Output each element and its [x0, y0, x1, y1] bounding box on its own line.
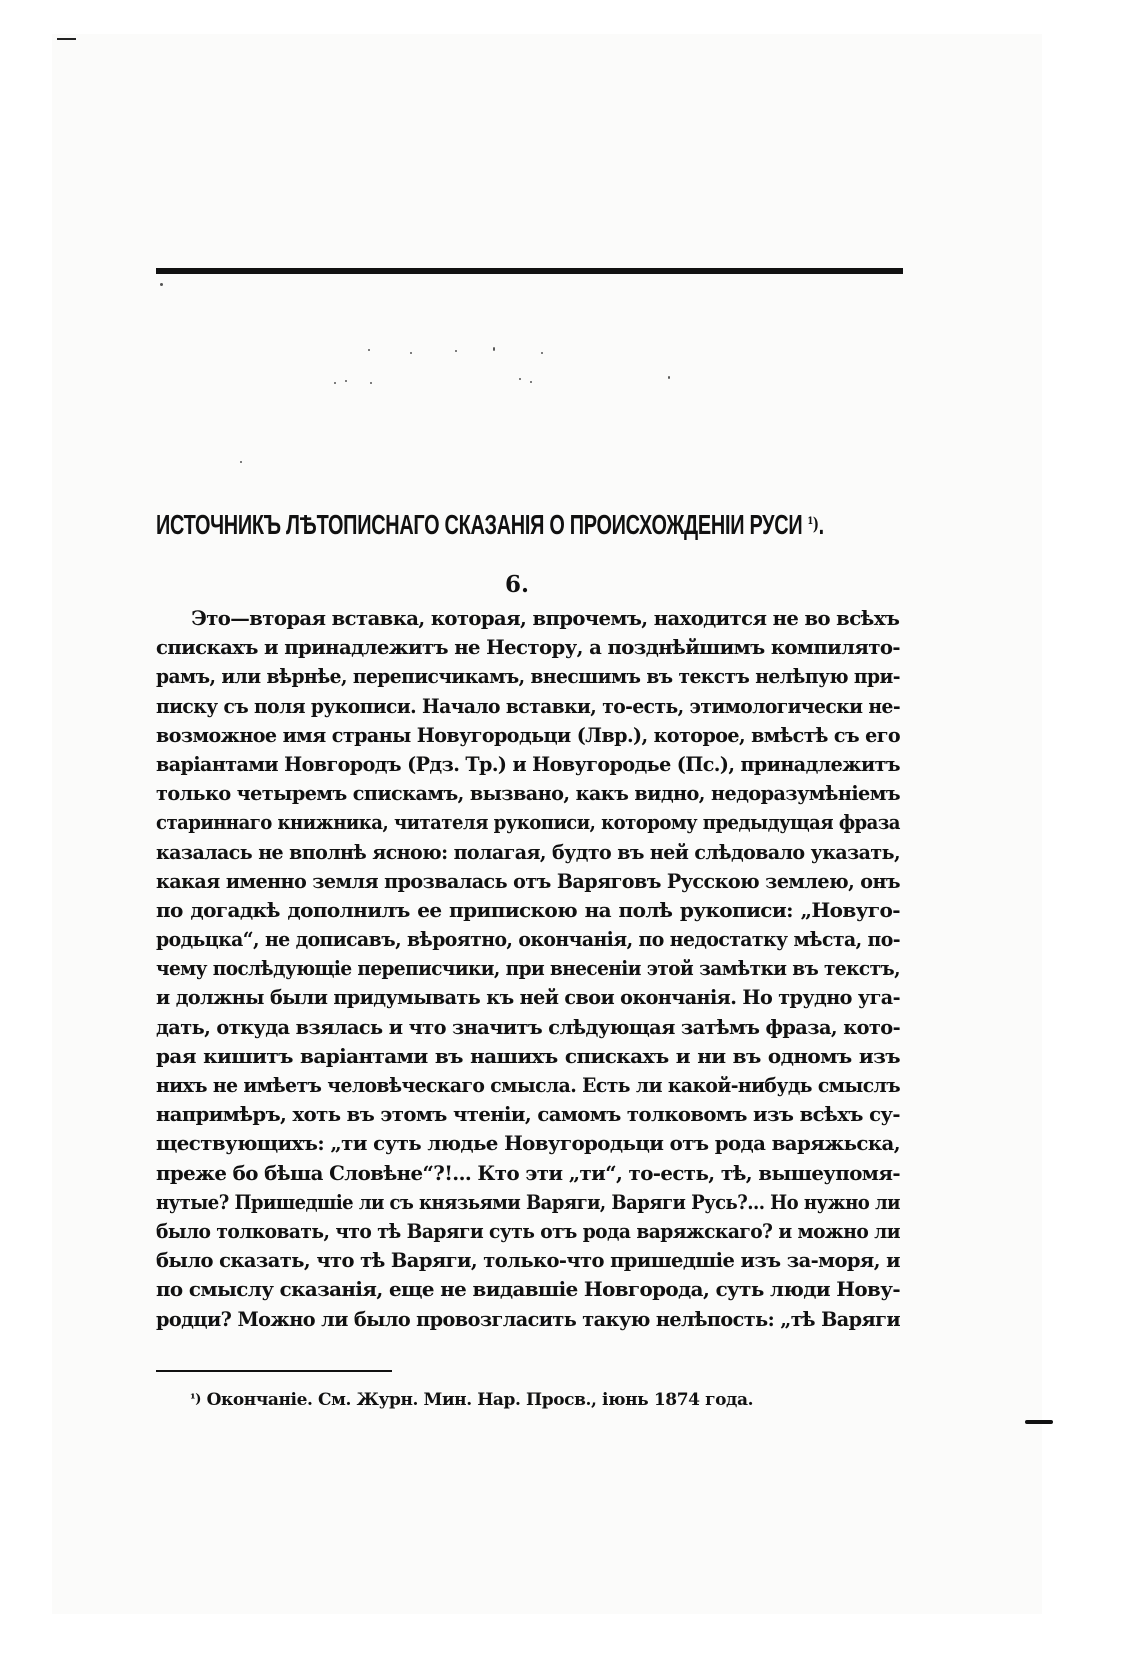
text-line: дать, откуда взялась и что значитъ слѣдующая затѣмъ фраза, кото- — [156, 1014, 901, 1039]
text-line: возможное имя страны Новугородьци (Лвр.), которое, вмѣстѣ съ его — [156, 722, 900, 747]
text-line: только четыремъ спискамъ, вызвано, какъ видно, недоразумѣніемъ — [156, 781, 900, 806]
text-line: нутые? Пришедшіе ли съ князьями Варяги, Варяги Русь?... Но нужно ли — [156, 1189, 901, 1214]
text-line: по смыслу сказанія, еще не видавшіе Новгорода, суть люди Нову- — [156, 1277, 901, 1302]
scan-speck — [334, 382, 336, 384]
footnote-rule — [156, 1370, 392, 1372]
scan-speck — [541, 352, 543, 354]
text-line: нихъ не имѣетъ человѣческаго смысла. Есть ли какой-нибудь смыслъ — [156, 1073, 901, 1097]
text-line: родци? Можно ли было провозгласить такую нелѣпость: „тѣ Варяги — [156, 1306, 901, 1331]
scan-speck — [530, 381, 532, 383]
text-line: было толковать, что тѣ Варяги суть отъ рода варяжскаго? и можно ли — [156, 1218, 900, 1243]
scan-edge-mark-right — [1025, 1420, 1053, 1424]
text-line: по догадкѣ дополнилъ ее припискою на полѣ рукописи: „Новуго- — [156, 897, 900, 922]
text-line: и должны были придумывать къ ней свои окончанія. Но трудно уга- — [156, 985, 900, 1010]
text-line: было сказать, что тѣ Варяги, только-что пришедшіе изъ за-моря, и — [156, 1248, 900, 1273]
footnote-text: Окончаніе. См. Журн. Мин. Нар. Просв., іюнь 1874 года. — [206, 1390, 754, 1410]
body-text — [156, 604, 900, 1334]
footnote — [190, 1388, 790, 1412]
text-line: спискахъ и принадлежитъ не Нестору, а позднѣйшимъ компилято- — [156, 635, 900, 660]
scan-speck — [370, 382, 372, 384]
text-line: писку съ поля рукописи. Начало вставки, то-есть, этимологически не- — [156, 693, 901, 718]
text-line: напримѣръ, хоть въ этомъ чтеніи, самомъ толковомъ изъ всѣхъ су- — [156, 1102, 900, 1127]
scan-speck — [493, 347, 495, 351]
scan-speck — [240, 461, 242, 463]
article-title — [156, 508, 824, 542]
text-line: преже бо бѣша Словѣне“?!... Кто эти „ти“, то-есть, тѣ, вышеупомя- — [156, 1160, 900, 1185]
scan-speck — [368, 349, 370, 351]
text-line: варіантами Новгородъ (Рдз. Тр.) и Новугородье (Пс.), принадлежитъ — [156, 751, 900, 776]
text-line: чему послѣдующіе переписчики, при внесеніи этой замѣтки въ текстъ, — [156, 956, 900, 981]
text-line: какая именно земля прозвалась отъ Варяговъ Русскою землею, онъ — [156, 868, 900, 893]
text-line: родьцка“, не дописавъ, вѣроятно, окончанія, по недостатку мѣста, по- — [156, 927, 901, 952]
footnote-mark: ¹) — [190, 1392, 202, 1407]
text-line: казалась не вполнѣ ясною: полагая, будто въ ней слѣдовало указать, — [156, 839, 901, 864]
scan-speck — [455, 350, 457, 352]
text-line: ществующихъ: „ти суть людье Новугородьци отъ рода варяжьска, — [156, 1131, 901, 1156]
text-line: рамъ, или вѣрнѣе, переписчикамъ, внесшимъ въ текстъ нелѣпую при- — [156, 664, 900, 689]
article-title-end: . — [818, 509, 824, 540]
scan-speck — [519, 378, 521, 380]
text-line: Это—вторая вставка, которая, впрочемъ, находится не во всѣхъ — [191, 606, 900, 630]
section-number: 6. — [505, 571, 530, 598]
scan-speck — [410, 352, 412, 354]
text-line: стариннаго книжника, читателя рукописи, которому предыдущая фраза — [156, 810, 900, 835]
scan-speck — [345, 380, 347, 382]
article-title-text: ИСТОЧНИКЪ ЛѢТОПИСНАГО СКАЗАНІЯ О ПРОИСХОЖДЕНІИ РУСИ — [156, 509, 803, 540]
scan-speck — [668, 376, 670, 379]
top-rule — [156, 268, 903, 274]
scan-speck — [160, 283, 163, 286]
text-line: рая кишитъ варіантами въ нашихъ спискахъ и ни въ одномъ изъ — [156, 1043, 900, 1068]
title-footnote-ref: ¹) — [807, 514, 819, 535]
scan-edge-mark — [57, 38, 76, 40]
